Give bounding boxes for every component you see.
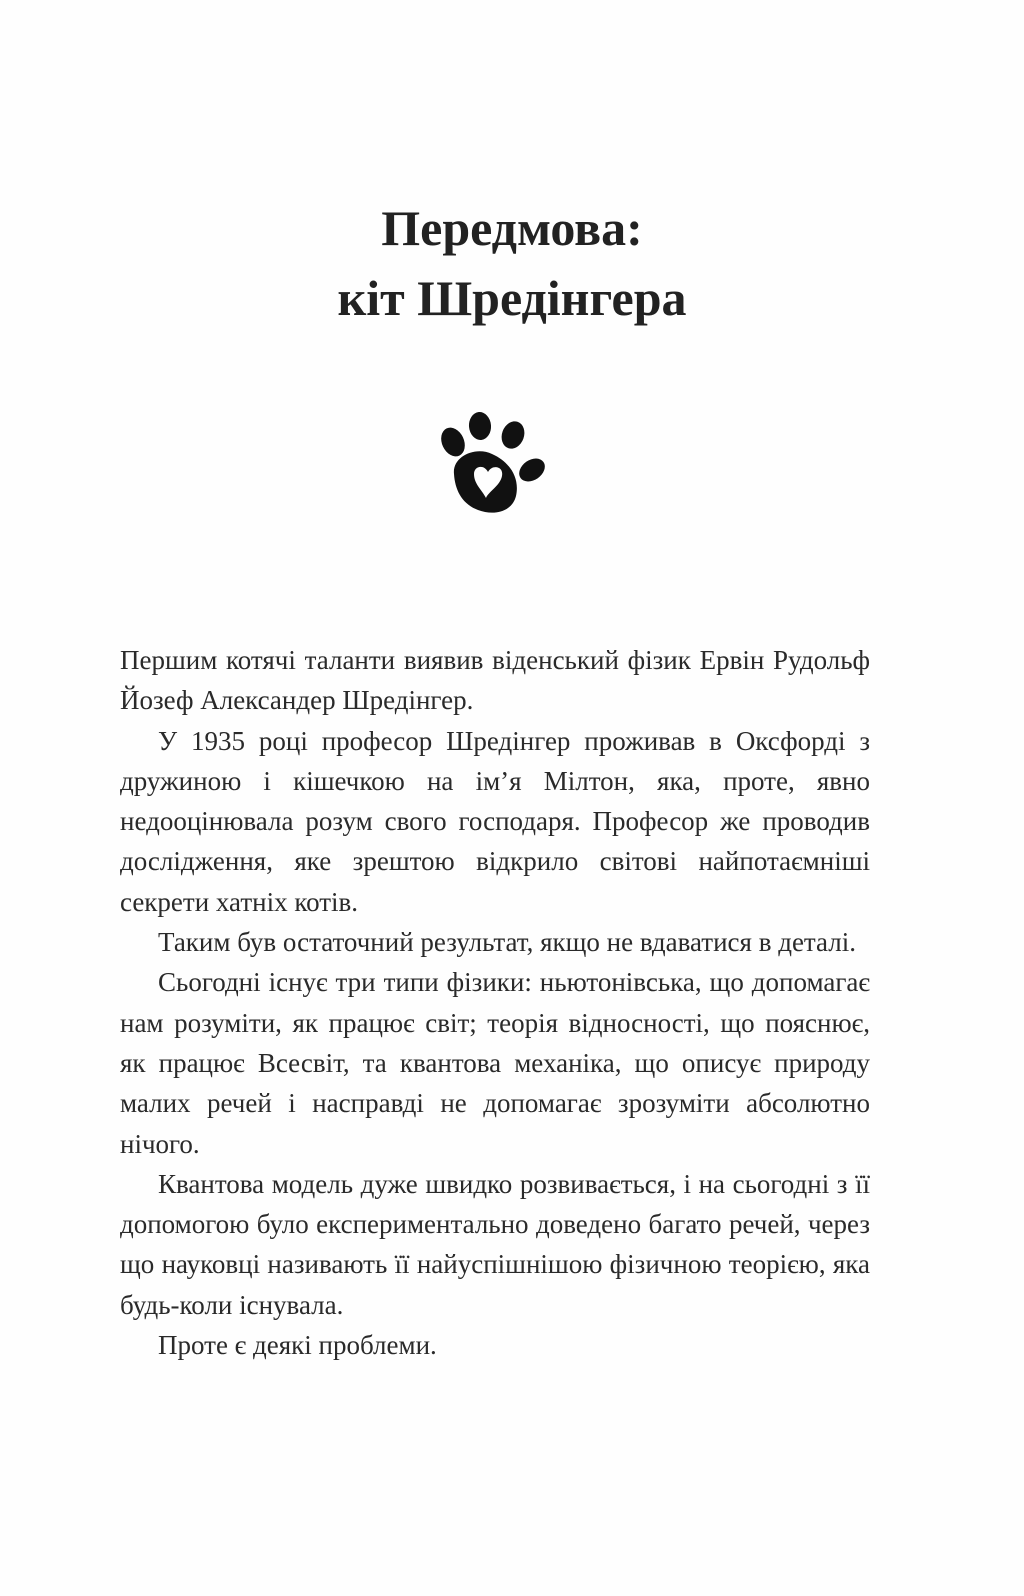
paragraph: Проте є деякі проблеми.: [158, 1330, 437, 1361]
paragraph: Квантова модель дуже швидко розвивається, і на сьогодні з її допомогою було експериментально доведено багато речей, через що науковці називають її найуспішнішою фізичною теорією, яка будь-коли існувала.: [120, 1168, 870, 1320]
chapter-title-line-1: Передмова:: [381, 200, 643, 256]
paragraph: Таким був остаточний результат, якщо не вдаватися в деталі.: [158, 927, 857, 958]
paragraph: Сьогодні існує три типи фізики: ньютонівська, що допомагає нам розуміти, як працює світ; теорія відносності, що пояснює, як працює Всесвіт, та квантова механіка, що описує природу малих речей і насправді не допомагає зрозуміти абсолютно нічого.: [120, 967, 870, 1159]
paw-print-icon: [436, 412, 546, 522]
paragraph: У 1935 році професор Шредінгер проживав в Оксфорді з дружиною і кішечкою на ім’я Мілтон, яка, проте, явно недооцінювала розум свого господаря. Професор же проводив дослідження, яке зрештою відкрило світові найпотаємніші секрети хатніх котів.: [120, 725, 870, 917]
chapter-title: [0, 193, 1024, 333]
chapter-title-line-2: кіт Шредінгера: [337, 270, 687, 326]
body-text: [120, 640, 870, 1365]
paragraph: Першим котячі таланти виявив віденський фізик Ервін Рудольф Йозеф Александер Шредінгер.: [120, 645, 870, 716]
